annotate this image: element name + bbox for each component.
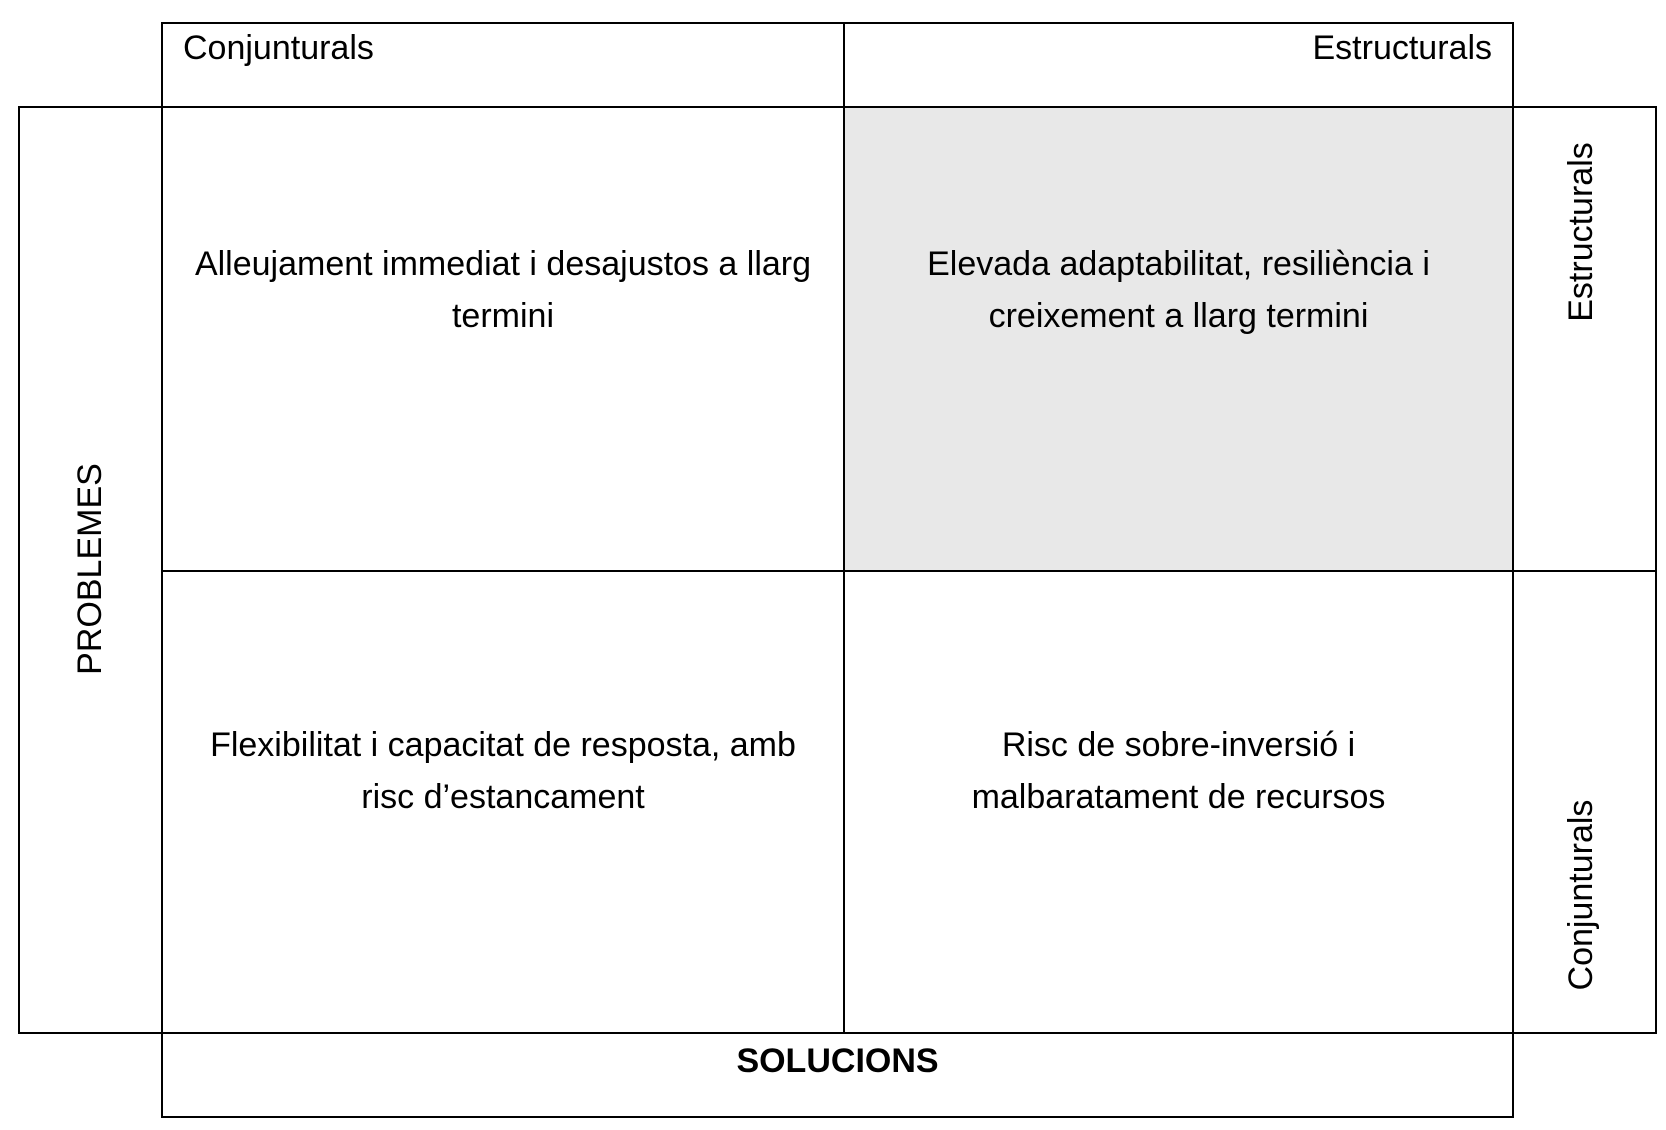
solucions-axis-label: SOLUCIONS <box>736 1042 939 1080</box>
quadrant-bottom-left <box>161 570 845 1034</box>
side-header-estructurals: Estructurals <box>1562 142 1600 322</box>
quadrant-top-left-text: Alleujament immediat i desajustos a llarg termini <box>194 245 812 335</box>
quadrant-top-left <box>161 106 845 572</box>
top-header-conjunturals: Conjunturals <box>183 29 374 67</box>
quadrant-bottom-left-text: Flexibilitat i capacitat de resposta, amb risc d’estancament <box>210 725 796 816</box>
quadrant-top-right <box>843 106 1514 572</box>
side-header-conjunturals: Conjunturals <box>1562 799 1600 991</box>
problemes-axis-label: PROBLEMES <box>71 463 109 675</box>
quadrant-top-right-text: Elevada adaptabilitat, resiliència i creixement a llarg termini <box>927 245 1430 335</box>
quadrant-bottom-right-text: Risc de sobre-inversió i malbaratament de recursos <box>971 725 1386 816</box>
quadrant-bottom-right <box>843 570 1514 1034</box>
top-header-estructurals: Estructurals <box>1312 29 1492 67</box>
